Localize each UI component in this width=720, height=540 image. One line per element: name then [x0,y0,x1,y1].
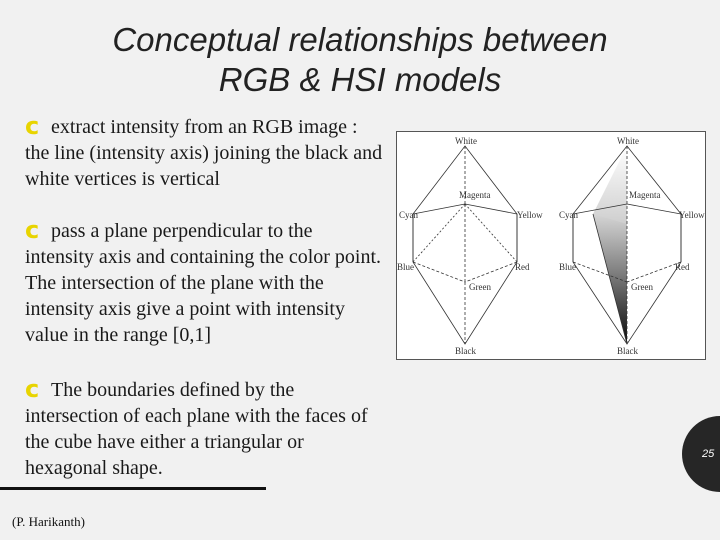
label-green-left: Green [469,282,491,292]
label-blue-left: Blue [397,262,414,272]
slide-title-line-2: RGB & HSI models [218,61,502,98]
label-magenta-right: Magenta [629,190,661,200]
label-red-left: Red [515,262,530,272]
left-cube-diagram [413,146,517,344]
page-number: 25 [702,448,715,460]
label-yellow-left: Yellow [517,210,543,220]
label-black-right: Black [617,346,638,356]
author-credit: (P. Harikanth) [12,514,85,529]
label-green-right: Green [631,282,653,292]
label-red-right: Red [675,262,690,272]
bullet-text-1: extract intensity from an RGB image : the line (intensity axis) joining the black and white vertices is vertical [25,116,383,190]
footer-divider [0,487,266,490]
label-magenta-left: Magenta [459,190,491,200]
bullet-icon: c [25,112,40,140]
label-cyan-left: Cyan [399,210,418,220]
rgb-cube-figure [396,131,706,360]
label-white-left: White [455,136,477,146]
bullet-item-1 [25,113,385,192]
bullet-item-2 [25,217,385,348]
label-yellow-right: Yellow [679,210,705,220]
slide-title-line-1: Conceptual relationships between [112,21,608,58]
bullet-icon: c [25,375,40,403]
bullet-icon: c [25,216,40,244]
page-number-badge [682,416,720,492]
bullet-text-2: pass a plane perpendicular to the intensity axis and containing the color point. The intersection of the plane with the intensity axis give a point with intensity value in the range [0,1] [25,220,382,346]
slide-title [40,20,680,100]
bullet-item-3 [25,376,385,481]
label-blue-right: Blue [559,262,576,272]
label-white-right: White [617,136,639,146]
label-cyan-right: Cyan [559,210,578,220]
right-cube-diagram [573,146,681,344]
bullet-text-3: The boundaries defined by the intersection of each plane with the faces of the cube have either a triangular or hexagonal shape. [25,379,368,479]
label-black-left: Black [455,346,476,356]
